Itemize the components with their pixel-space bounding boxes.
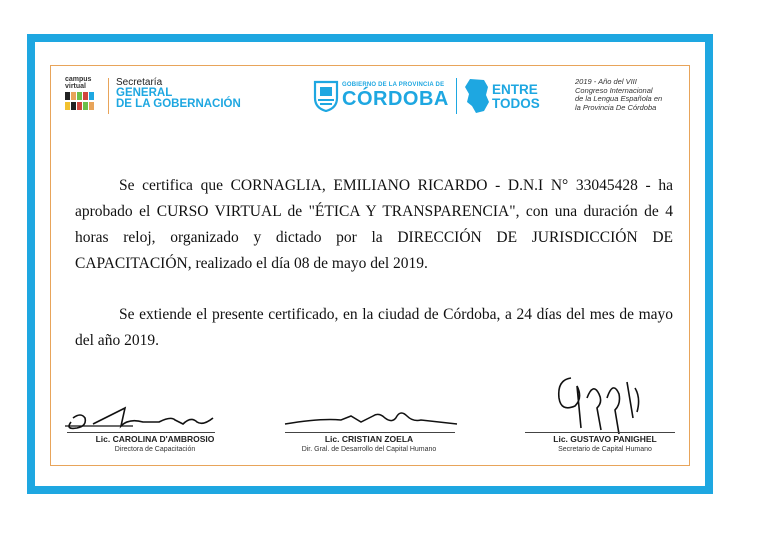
- logo-divider: [456, 78, 457, 114]
- header-divider: [108, 78, 109, 114]
- campus-bars-icon: [65, 92, 99, 100]
- signatory-name-1: Lic. CAROLINA D'AMBROSIO: [95, 434, 215, 444]
- signatory-name-3: Lic. GUSTAVO PANIGHEL: [553, 434, 657, 444]
- signature-2: [281, 406, 461, 432]
- certificate-frame: [27, 34, 713, 494]
- signature-line-2: [285, 432, 455, 433]
- entre-todos-logo: ENTRE TODOS: [492, 82, 540, 111]
- cordoba-logo-text: GOBIERNO DE LA PROVINCIA DE CÓRDOBA: [342, 82, 449, 110]
- certificate-issue-text: Se extiende el presente certificado, en la ciudad de Córdoba, a 24 días del mes de mayo del año 2019.: [75, 306, 673, 349]
- signature-line-1: [67, 432, 215, 433]
- campus-virtual-logo: campus virtual: [65, 76, 99, 114]
- cordoba-shield-icon: [313, 78, 339, 112]
- signatory-role-3: Secretario de Capital Humano: [558, 446, 652, 453]
- cordoba-map-icon: [464, 78, 490, 114]
- certificate-text: Se certifica que CORNAGLIA, EMILIANO RICARDO - D.N.I N° 33045428 - ha aprobado el CURSO VIRTUAL de "ÉTICA Y TRANSPARENCIA", con una duración de 4 horas reloj, organizado y dictado por la DIRECCIÓN DE JURISDICCIÓN DE CAPACITACIÓN, realizado el día 08 de mayo del 2019.: [75, 177, 673, 272]
- signatory-role-2: Dir. Gral. de Desarrollo del Capital Humano: [301, 446, 437, 453]
- certificate-body: [35, 42, 705, 486]
- signatory-role-1: Directora de Capacitación: [114, 446, 196, 453]
- signatory-name-2: Lic. CRISTIAN ZOELA: [324, 434, 414, 444]
- signature-1: [63, 404, 233, 434]
- signature-line-3: [525, 432, 675, 433]
- secretaria-logo: Secretaría GENERAL DE LA GOBERNACIÓN: [116, 77, 241, 110]
- signature-3: [547, 368, 657, 438]
- year-note: 2019 - Año del VIII Congreso Internacional de la Lengua Española en la Provincia De Córdoba: [575, 77, 663, 112]
